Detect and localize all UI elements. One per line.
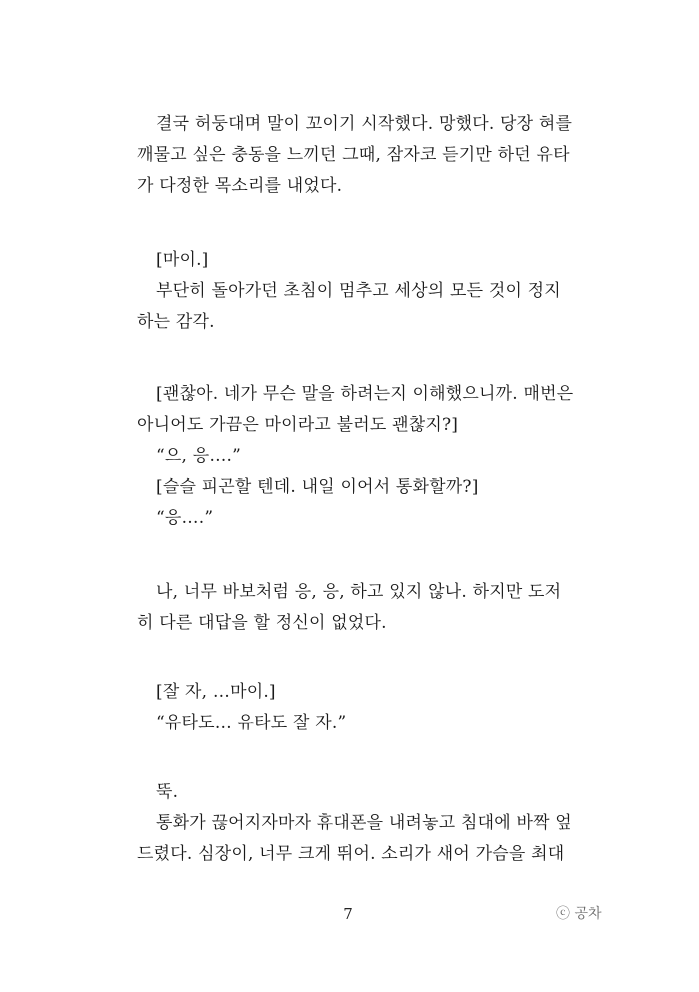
text-line: 나, 너무 바보처럼 응, 응, 하고 있지 않나. 하지만 도저 <box>156 582 562 602</box>
text-line: [잘 자, …마이.] <box>156 682 276 702</box>
copyright-notice: ⓒ 공차 <box>556 906 602 922</box>
text-line: 가 다정한 목소리를 내었다. <box>137 176 343 196</box>
text-line: 부단히 돌아가던 초침이 멈추고 세상의 모든 것이 정지 <box>156 281 561 301</box>
text-line: 결국 허둥대며 말이 꼬이기 시작했다. 망했다. 당장 혀를 <box>156 114 573 134</box>
text-line: [슬슬 피곤할 텐데. 내일 이어서 통화할까?] <box>156 477 479 497</box>
text-line: [괜찮아. 네가 무슨 말을 하려는지 이해했으니까. 매번은 <box>156 384 574 404</box>
text-line: 드렸다. 심장이, 너무 크게 뛰어. 소리가 새어 가슴을 최대 <box>137 844 565 864</box>
text-line: 아니어도 가끔은 마이라고 불러도 괜찮지?] <box>137 415 459 435</box>
text-line: [마이.] <box>156 250 209 270</box>
text-line: 깨물고 싶은 충동을 느끼던 그때, 잠자코 듣기만 하던 유타 <box>137 145 570 165</box>
page-number: 7 <box>343 905 353 923</box>
text-line: 히 다른 대답을 할 정신이 없었다. <box>137 613 387 633</box>
text-line: 하는 감각. <box>137 312 215 332</box>
text-line: “응….” <box>156 508 214 528</box>
text-line: 통화가 끊어지자마자 휴대폰을 내려놓고 침대에 바짝 엎 <box>156 813 572 833</box>
text-line: 뚝. <box>156 782 179 802</box>
text-line: “으, 응….” <box>156 446 242 466</box>
text-line: “유타도… 유타도 잘 자.” <box>156 713 347 733</box>
